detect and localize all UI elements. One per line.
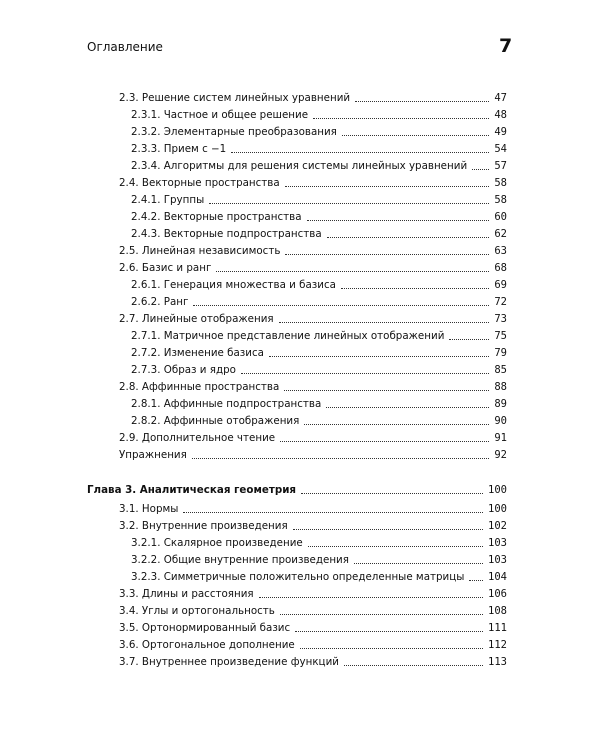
toc-entry-title: 2.8.2. Аффинные отображения xyxy=(131,415,300,427)
toc-entry-title: 3.3. Длины и расстояния xyxy=(119,588,254,600)
toc-entry[interactable] xyxy=(131,568,507,584)
toc-leader xyxy=(231,152,489,153)
toc-entry-page: 103 xyxy=(488,537,507,549)
toc-entry[interactable] xyxy=(119,585,507,601)
toc-entry-page: 60 xyxy=(494,211,507,223)
toc-leader xyxy=(342,135,489,136)
toc-entry-page: 102 xyxy=(488,520,507,532)
toc-entry[interactable] xyxy=(131,208,507,224)
toc-entry-title: 2.6.2. Ранг xyxy=(131,296,189,308)
toc-entry-title: 2.3.1. Частное и общее решение xyxy=(131,109,309,121)
toc-leader xyxy=(193,305,489,306)
toc-leader xyxy=(293,529,483,530)
toc-entry[interactable] xyxy=(131,412,507,428)
toc-leader xyxy=(280,614,483,615)
toc-leader xyxy=(355,101,489,102)
toc-chapter-entry[interactable] xyxy=(87,481,507,497)
toc-entry-page: 112 xyxy=(488,639,507,651)
toc-entry-title: 2.3.2. Элементарные преобразования xyxy=(131,126,337,138)
toc-entry[interactable] xyxy=(131,327,507,343)
toc-entry[interactable] xyxy=(131,395,507,411)
toc-leader xyxy=(327,237,490,238)
toc-entry[interactable] xyxy=(119,619,507,635)
toc-entry-page: 104 xyxy=(488,571,507,583)
toc-entry-title: 2.8. Аффинные пространства xyxy=(119,381,280,393)
toc-entry-page: 63 xyxy=(494,245,507,257)
toc-entry-page: 54 xyxy=(494,143,507,155)
toc-entry-title: 2.4.1. Группы xyxy=(131,194,205,206)
toc-leader xyxy=(280,441,489,442)
toc-entry-page: 57 xyxy=(494,160,507,172)
toc-entry-page: 88 xyxy=(494,381,507,393)
toc-entry-title: 2.3.4. Алгоритмы для решения системы линейных уравнений xyxy=(131,160,468,172)
toc-entry-title: 3.2. Внутренние произведения xyxy=(119,520,288,532)
toc-entry-page: 49 xyxy=(494,126,507,138)
toc-entry-page: 111 xyxy=(488,622,507,634)
toc-entry-title: 3.6. Ортогональное дополнение xyxy=(119,639,295,651)
toc-entry-page: 58 xyxy=(494,177,507,189)
toc-entry-title: 2.6. Базис и ранг xyxy=(119,262,212,274)
toc-leader xyxy=(469,580,483,581)
toc-entry-title: 3.2.1. Скалярное произведение xyxy=(131,537,303,549)
toc-entry-title: 3.2.2. Общие внутренние произведения xyxy=(131,554,349,566)
toc-entry-title: 2.3. Решение систем линейных уравнений xyxy=(119,92,351,104)
toc-entry-title: 2.4. Векторные пространства xyxy=(119,177,280,189)
toc-leader xyxy=(209,203,489,204)
toc-entry[interactable] xyxy=(131,293,507,309)
running-header-title: Оглавление xyxy=(87,40,163,54)
toc-entry[interactable] xyxy=(119,310,507,326)
toc-entry[interactable] xyxy=(119,242,507,258)
toc-entry-title: 3.2.3. Симметричные положительно определенные матрицы xyxy=(131,571,465,583)
toc-entry-title: 3.5. Ортонормированный базис xyxy=(119,622,291,634)
toc-entry-page: 90 xyxy=(494,415,507,427)
toc-entry[interactable] xyxy=(131,106,507,122)
toc-leader xyxy=(241,373,489,374)
toc-leader xyxy=(300,648,483,649)
toc-leader xyxy=(344,665,483,666)
toc-leader xyxy=(285,186,490,187)
toc-entry[interactable] xyxy=(131,361,507,377)
toc-leader xyxy=(304,424,489,425)
toc-leader xyxy=(192,458,490,459)
toc-entry-page: 89 xyxy=(494,398,507,410)
toc-entry[interactable] xyxy=(119,378,507,394)
toc-entry[interactable] xyxy=(119,500,507,516)
toc-entry-title: 2.4.2. Векторные пространства xyxy=(131,211,302,223)
toc-entry-title: 2.7. Линейные отображения xyxy=(119,313,274,325)
toc-leader xyxy=(308,546,483,547)
toc-entry-page: 68 xyxy=(494,262,507,274)
toc-leader xyxy=(354,563,483,564)
toc-entry[interactable] xyxy=(119,636,507,652)
toc-entry-title: 3.7. Внутреннее произведение функций xyxy=(119,656,339,668)
toc-entry[interactable] xyxy=(119,517,507,533)
toc-entry[interactable] xyxy=(119,446,507,462)
toc-entry-page: 100 xyxy=(488,484,507,496)
toc-entry[interactable] xyxy=(119,653,507,669)
toc-leader xyxy=(216,271,489,272)
toc-entry[interactable] xyxy=(131,534,507,550)
toc-leader xyxy=(307,220,490,221)
toc-entry-page: 48 xyxy=(494,109,507,121)
page-number: 7 xyxy=(499,35,513,57)
toc-entry[interactable] xyxy=(119,602,507,618)
toc-entry[interactable] xyxy=(131,140,507,156)
toc-entry-page: 100 xyxy=(488,503,507,515)
toc-entry-page: 79 xyxy=(494,347,507,359)
toc-entry[interactable] xyxy=(131,157,507,173)
toc-entry-page: 103 xyxy=(488,554,507,566)
toc-entry[interactable] xyxy=(131,276,507,292)
toc-entry-page: 75 xyxy=(494,330,507,342)
toc-leader xyxy=(279,322,490,323)
toc-entry-title: 2.7.1. Матричное представление линейных отображений xyxy=(131,330,445,342)
toc-entry[interactable] xyxy=(119,259,507,275)
toc-leader xyxy=(449,339,489,340)
toc-entry-title: Упражнения xyxy=(119,449,187,461)
toc-entry[interactable] xyxy=(119,89,507,105)
toc-leader xyxy=(472,169,489,170)
toc-entry[interactable] xyxy=(131,191,507,207)
toc-entry-page: 108 xyxy=(488,605,507,617)
toc-entry-title: Глава 3. Аналитическая геометрия xyxy=(87,484,297,496)
toc-entry-title: 2.4.3. Векторные подпространства xyxy=(131,228,322,240)
toc-entry-page: 72 xyxy=(494,296,507,308)
toc-leader xyxy=(269,356,489,357)
toc-entry-page: 69 xyxy=(494,279,507,291)
toc-entry-title: 2.6.1. Генерация множества и базиса xyxy=(131,279,336,291)
toc-entry[interactable] xyxy=(131,551,507,567)
toc-entry[interactable] xyxy=(131,344,507,360)
toc-leader xyxy=(326,407,489,408)
toc-entry-title: 3.4. Углы и ортогональность xyxy=(119,605,275,617)
toc-entry-title: 2.3.3. Прием с −1 xyxy=(131,143,227,155)
toc-entry-page: 73 xyxy=(494,313,507,325)
toc-entry-title: 2.7.3. Образ и ядро xyxy=(131,364,236,376)
toc-leader xyxy=(295,631,483,632)
toc-leader xyxy=(301,493,483,494)
toc-entry-page: 62 xyxy=(494,228,507,240)
toc-entry-page: 92 xyxy=(494,449,507,461)
toc-entry-page: 91 xyxy=(494,432,507,444)
toc-entry-page: 85 xyxy=(494,364,507,376)
toc-entry[interactable] xyxy=(131,225,507,241)
toc-entry-title: 2.7.2. Изменение базиса xyxy=(131,347,264,359)
toc-entry[interactable] xyxy=(119,174,507,190)
toc-entry-page: 113 xyxy=(488,656,507,668)
toc-entry-title: 2.8.1. Аффинные подпространства xyxy=(131,398,322,410)
toc-leader xyxy=(259,597,483,598)
toc-entry-title: 2.9. Дополнительное чтение xyxy=(119,432,276,444)
toc-entry-title: 3.1. Нормы xyxy=(119,503,179,515)
toc-entry[interactable] xyxy=(119,429,507,445)
toc-leader xyxy=(341,288,489,289)
toc-leader xyxy=(284,390,489,391)
toc-leader xyxy=(313,118,489,119)
toc-entry-page: 58 xyxy=(494,194,507,206)
toc-entry-page: 47 xyxy=(494,92,507,104)
toc-entry-title: 2.5. Линейная независимость xyxy=(119,245,281,257)
toc-entry-page: 106 xyxy=(488,588,507,600)
toc-leader xyxy=(285,254,489,255)
toc-leader xyxy=(183,512,483,513)
toc-entry[interactable] xyxy=(131,123,507,139)
